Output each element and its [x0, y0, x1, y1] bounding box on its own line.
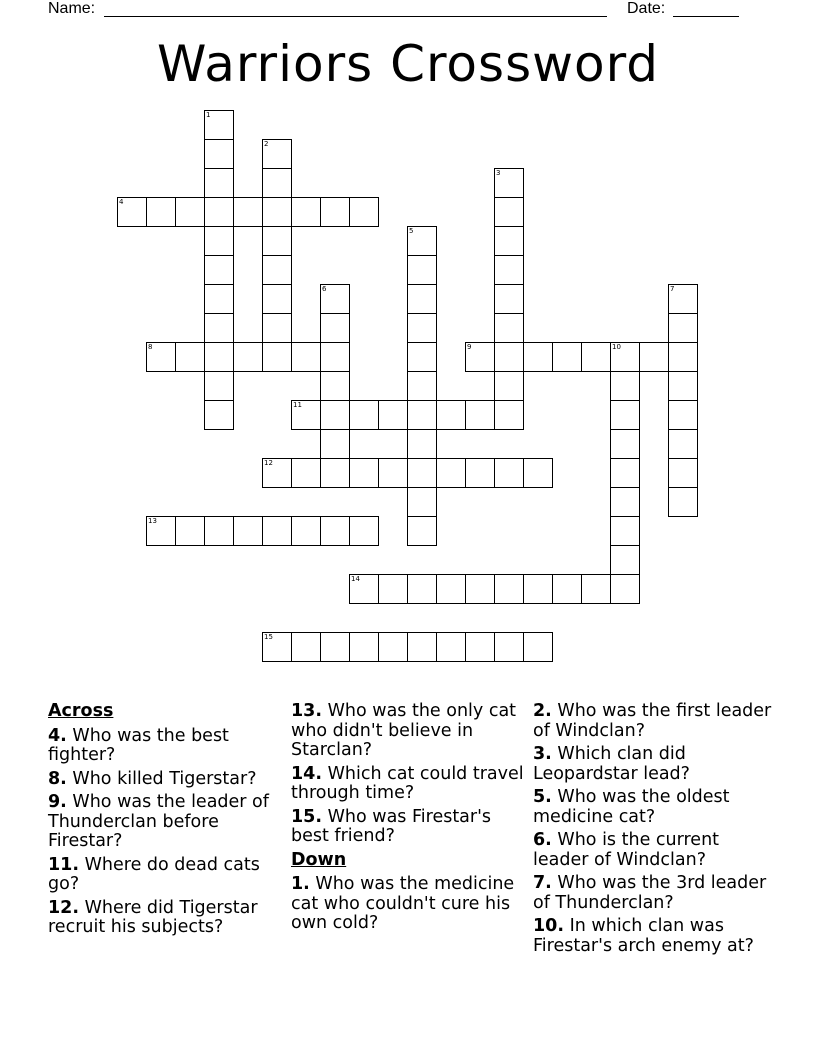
grid-cell[interactable] [465, 342, 495, 372]
grid-cell[interactable] [668, 487, 698, 517]
grid-cell[interactable] [320, 632, 350, 662]
grid-cell[interactable] [494, 313, 524, 343]
cell-number: 1 [206, 111, 211, 119]
grid-cell[interactable] [407, 284, 437, 314]
grid-cell[interactable] [668, 458, 698, 488]
grid-cell[interactable] [494, 284, 524, 314]
page-title: Warriors Crossword [156, 35, 660, 93]
cell-number: 3 [496, 169, 501, 177]
grid-cell[interactable] [378, 574, 408, 604]
grid-cell[interactable] [378, 400, 408, 430]
clue-across-8: 8. Who killed Tigerstar? [48, 768, 257, 789]
grid-cell[interactable] [262, 313, 292, 343]
grid-cell[interactable] [320, 197, 350, 227]
grid-cell[interactable] [262, 342, 292, 372]
grid-cell[interactable] [494, 168, 524, 198]
grid-cell[interactable] [610, 458, 640, 488]
grid-cell[interactable] [436, 400, 466, 430]
grid-cell[interactable] [146, 342, 176, 372]
grid-cell[interactable] [523, 574, 553, 604]
grid-cell[interactable] [523, 458, 553, 488]
grid-cell[interactable] [204, 255, 234, 285]
clue-column-2 [291, 702, 531, 938]
grid-cell[interactable] [639, 342, 669, 372]
grid-cell[interactable] [204, 284, 234, 314]
grid-cell[interactable] [320, 516, 350, 546]
cell-number: 4 [119, 198, 124, 206]
grid-cell[interactable] [610, 400, 640, 430]
grid-cell[interactable] [581, 342, 611, 372]
grid-cell[interactable] [465, 632, 495, 662]
grid-cell[interactable] [320, 458, 350, 488]
name-label: Name: [48, 0, 96, 17]
grid-cell[interactable] [378, 632, 408, 662]
grid-cell[interactable] [668, 342, 698, 372]
grid-cell[interactable] [407, 400, 437, 430]
grid-cell[interactable] [262, 284, 292, 314]
clue-down-6: 6. Who is the current leader of Windclan? [533, 830, 720, 870]
grid-cell[interactable] [262, 139, 292, 169]
grid-cell[interactable] [349, 574, 379, 604]
clue-column-1 [48, 702, 288, 942]
grid-cell[interactable] [494, 458, 524, 488]
grid-cell[interactable] [204, 110, 234, 140]
grid-cell[interactable] [494, 255, 524, 285]
grid-cell[interactable] [610, 371, 640, 401]
grid-cell[interactable] [523, 342, 553, 372]
grid-cell[interactable] [204, 168, 234, 198]
grid-cell[interactable] [407, 342, 437, 372]
grid-cell[interactable] [436, 632, 466, 662]
grid-cell[interactable] [668, 284, 698, 314]
grid-cell[interactable] [494, 226, 524, 256]
clue-across-9: 9. Who was the leader of Thunderclan before Firestar? [48, 792, 269, 851]
grid-cell[interactable] [204, 139, 234, 169]
grid-cell[interactable] [233, 197, 263, 227]
cell-number: 5 [409, 227, 414, 235]
grid-cell[interactable] [262, 226, 292, 256]
grid-cell[interactable] [291, 197, 321, 227]
grid-cell[interactable] [233, 516, 263, 546]
grid-cell[interactable] [552, 574, 582, 604]
cell-number: 10 [612, 343, 621, 351]
grid-cell[interactable] [291, 400, 321, 430]
grid-cell[interactable] [436, 458, 466, 488]
grid-cell[interactable] [117, 197, 147, 227]
grid-cell[interactable] [262, 168, 292, 198]
grid-cell[interactable] [552, 342, 582, 372]
grid-cell[interactable] [610, 342, 640, 372]
grid-cell[interactable] [291, 632, 321, 662]
grid-cell[interactable] [581, 574, 611, 604]
grid-cell[interactable] [320, 400, 350, 430]
grid-cell[interactable] [320, 342, 350, 372]
clue-down-2: 2. Who was the first leader of Windclan? [533, 701, 772, 741]
clue-down-3: 3. Which clan did Leopardstar lead? [533, 744, 690, 784]
grid-cell[interactable] [175, 197, 205, 227]
grid-cell[interactable] [494, 632, 524, 662]
grid-cell[interactable] [204, 313, 234, 343]
cell-number: 13 [148, 517, 157, 525]
grid-cell[interactable] [175, 516, 205, 546]
grid-cell[interactable] [668, 313, 698, 343]
grid-cell[interactable] [320, 313, 350, 343]
grid-cell[interactable] [233, 342, 263, 372]
clue-column-3 [533, 702, 773, 960]
grid-cell[interactable] [494, 400, 524, 430]
grid-cell[interactable] [494, 371, 524, 401]
grid-cell[interactable] [668, 371, 698, 401]
grid-cell[interactable] [349, 400, 379, 430]
grid-cell[interactable] [204, 400, 234, 430]
clue-across-11: 11. Where do dead cats go? [48, 854, 260, 894]
grid-cell[interactable] [407, 313, 437, 343]
grid-cell[interactable] [204, 226, 234, 256]
cell-number: 6 [322, 285, 327, 293]
grid-cell[interactable] [349, 458, 379, 488]
clue-across-15: 15. Who was Firestar's best friend? [291, 806, 492, 846]
grid-cell[interactable] [523, 632, 553, 662]
grid-cell[interactable] [494, 574, 524, 604]
grid-cell[interactable] [407, 255, 437, 285]
grid-cell[interactable] [610, 429, 640, 459]
grid-cell[interactable] [436, 574, 466, 604]
grid-cell[interactable] [407, 458, 437, 488]
down-heading: Down [291, 849, 347, 870]
cell-number: 8 [148, 343, 153, 351]
grid-cell[interactable] [262, 632, 292, 662]
grid-cell[interactable] [668, 429, 698, 459]
cell-number: 11 [293, 401, 302, 409]
grid-cell[interactable] [204, 516, 234, 546]
grid-cell[interactable] [204, 371, 234, 401]
grid-cell[interactable] [175, 342, 205, 372]
clue-across-14: 14. Which cat could travel through time? [291, 763, 524, 803]
clue-down-7: 7. Who was the 3rd leader of Thunderclan? [533, 873, 767, 913]
grid-cell[interactable] [407, 371, 437, 401]
grid-cell[interactable] [407, 487, 437, 517]
grid-cell[interactable] [407, 429, 437, 459]
grid-cell[interactable] [262, 197, 292, 227]
grid-cell[interactable] [668, 400, 698, 430]
grid-cell[interactable] [204, 342, 234, 372]
grid-cell[interactable] [407, 632, 437, 662]
grid-cell[interactable] [262, 458, 292, 488]
grid-cell[interactable] [407, 226, 437, 256]
grid-cell[interactable] [291, 342, 321, 372]
grid-cell[interactable] [465, 400, 495, 430]
grid-cell[interactable] [349, 516, 379, 546]
clue-down-10: 10. In which clan was Firestar's arch enemy at? [533, 916, 754, 956]
cell-number: 12 [264, 459, 273, 467]
date-label: Date: [627, 0, 666, 17]
grid-cell[interactable] [494, 197, 524, 227]
grid-cell[interactable] [349, 197, 379, 227]
grid-cell[interactable] [291, 516, 321, 546]
cell-number: 7 [670, 285, 675, 293]
cell-number: 2 [264, 140, 269, 148]
clue-down-5: 5. Who was the oldest medicine cat? [533, 787, 730, 827]
grid-cell[interactable] [262, 516, 292, 546]
grid-cell[interactable] [262, 255, 292, 285]
grid-cell[interactable] [465, 574, 495, 604]
clue-down-1: 1. Who was the medicine cat who couldn't cure his own cold? [291, 874, 515, 933]
grid-cell[interactable] [610, 487, 640, 517]
clue-across-12: 12. Where did Tigerstar recruit his subjects? [48, 897, 258, 937]
grid-cell[interactable] [610, 516, 640, 546]
grid-cell[interactable] [349, 632, 379, 662]
across-heading: Across [48, 701, 114, 721]
grid-cell[interactable] [494, 342, 524, 372]
grid-cell[interactable] [320, 429, 350, 459]
grid-cell[interactable] [610, 574, 640, 604]
grid-cell[interactable] [146, 197, 176, 227]
grid-cell[interactable] [465, 458, 495, 488]
grid-cell[interactable] [204, 197, 234, 227]
clue-across-4: 4. Who was the best fighter? [48, 725, 229, 765]
grid-cell[interactable] [610, 545, 640, 575]
cell-number: 9 [467, 343, 472, 351]
grid-cell[interactable] [146, 516, 176, 546]
grid-cell[interactable] [378, 458, 408, 488]
grid-cell[interactable] [407, 574, 437, 604]
grid-cell[interactable] [407, 516, 437, 546]
grid-cell[interactable] [320, 284, 350, 314]
grid-cell[interactable] [320, 371, 350, 401]
grid-cell[interactable] [291, 458, 321, 488]
clue-across-13: 13. Who was the only cat who didn't believe in Starclan? [291, 701, 517, 760]
cell-number: 14 [351, 575, 360, 583]
cell-number: 15 [264, 633, 273, 641]
